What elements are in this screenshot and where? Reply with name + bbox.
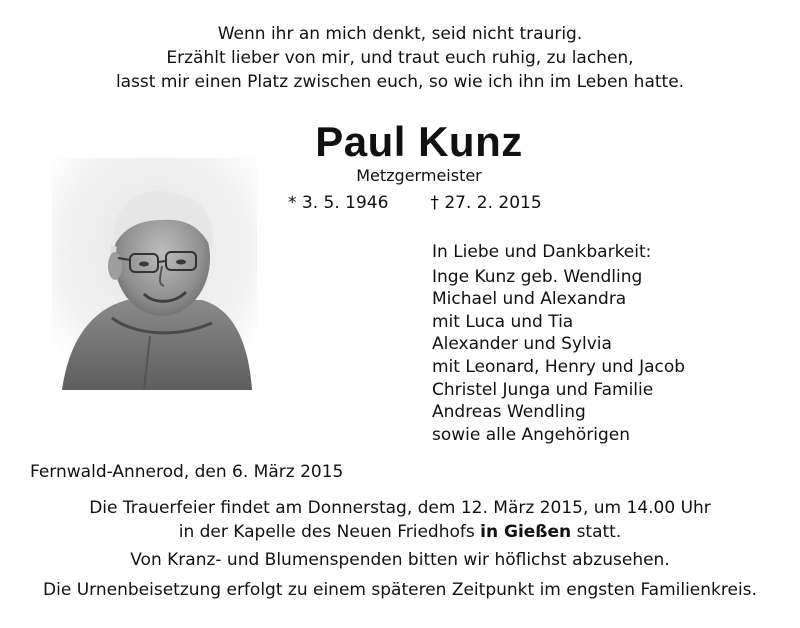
poem-line: Erzählt lieber von mir, und traut euch ruhig, zu lachen,: [166, 48, 634, 68]
poem-line: Wenn ihr an mich denkt, seid nicht traurig.: [217, 24, 583, 44]
urn-note: Die Urnenbeisetzung erfolgt zu einem späteren Zeitpunkt im engsten Familienkreis.: [43, 580, 757, 600]
flowers-note: Von Kranz- und Blumenspenden bitten wir höflichst abzusehen.: [130, 550, 670, 570]
mourner-entry: Christel Junga und Familie: [432, 379, 654, 400]
poem: [0, 22, 800, 94]
mourners-intro: In Liebe und Dankbarkeit:: [432, 242, 652, 262]
funeral-line: [0, 520, 800, 544]
funeral-city: in Gießen: [480, 522, 572, 542]
life-dates: [288, 191, 588, 215]
mourner-entry: sowie alle Angehörigen: [432, 424, 631, 445]
funeral-location-text: in der Kapelle des Neuen Friedhofs: [178, 522, 481, 542]
mourners-list: [432, 241, 772, 446]
mourner-entry: Alexander und Sylvia: [432, 334, 612, 355]
mourner-entry: Inge Kunz geb. Wendling: [432, 266, 643, 287]
death-date: † 27. 2. 2015: [430, 193, 542, 213]
mourner-entry: mit Luca und Tia: [432, 311, 574, 332]
funeral-line: Die Trauerfeier findet am Donnerstag, dem 12. März 2015, um 14.00 Uhr: [89, 498, 711, 518]
portrait-illustration: [52, 158, 257, 390]
deceased-name: Paul Kunz: [315, 118, 523, 165]
place-and-date: Fernwald-Annerod, den 6. März 2015: [30, 462, 344, 482]
birth-date: * 3. 5. 1946: [288, 193, 389, 213]
mourner-entry: Andreas Wendling: [432, 402, 586, 423]
funeral-info: [0, 496, 800, 544]
funeral-location-end: statt.: [571, 522, 622, 542]
deceased-profession: Metzgermeister: [356, 166, 482, 185]
mourner-entry: mit Leonard, Henry und Jacob: [432, 356, 686, 377]
mourner-entry: Michael und Alexandra: [432, 289, 627, 310]
poem-line: lasst mir einen Platz zwischen euch, so wie ich ihn im Leben hatte.: [115, 72, 685, 92]
portrait-photo: [52, 158, 257, 390]
